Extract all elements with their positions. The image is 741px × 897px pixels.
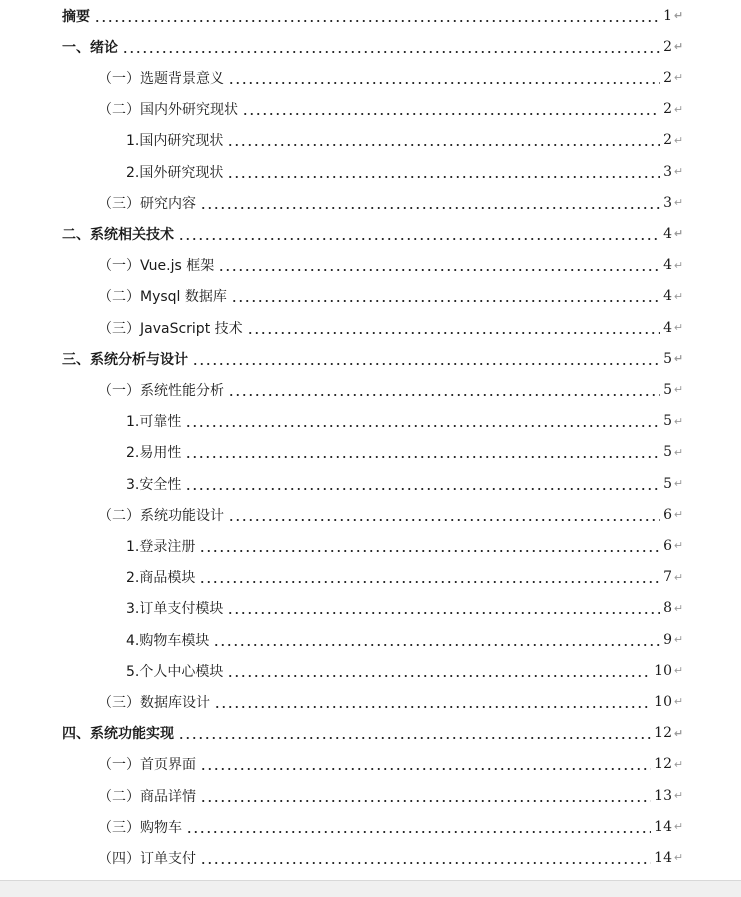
toc-entry[interactable] — [0, 499, 684, 530]
paragraph-mark-icon: ↵ — [673, 165, 684, 178]
dot-leader — [227, 165, 660, 179]
dot-leader — [185, 414, 660, 428]
toc-entry-title: 4.购物车模块 — [126, 632, 210, 649]
toc-entry[interactable] — [0, 31, 684, 62]
toc-entry-title: （一）首页界面 — [98, 757, 196, 774]
toc-entry[interactable] — [0, 218, 684, 249]
toc-entry[interactable] — [0, 749, 684, 780]
paragraph-mark-icon: ↵ — [673, 445, 684, 459]
toc-entry-title: （二）商品详情 — [98, 788, 196, 805]
toc-entry-title: 1.可靠性 — [126, 414, 182, 431]
toc-entry[interactable] — [0, 281, 684, 312]
toc-entry-title: （三）购物车 — [98, 819, 182, 836]
toc-page-number: 12 — [654, 725, 672, 742]
dot-leader — [227, 133, 660, 147]
paragraph-mark-icon: ↵ — [673, 40, 684, 54]
paragraph-mark-icon: ↵ — [673, 71, 684, 85]
status-bar — [0, 880, 741, 897]
paragraph-mark-icon: ↵ — [673, 726, 684, 740]
paragraph-mark-icon: ↵ — [673, 258, 684, 272]
toc-entry[interactable] — [0, 312, 684, 343]
toc-entry[interactable] — [0, 125, 684, 156]
toc-page-number: 4 — [663, 257, 672, 274]
dot-leader — [227, 601, 660, 615]
paragraph-mark-icon: ↵ — [673, 9, 684, 22]
toc-page-number: 7 — [663, 569, 672, 586]
toc-entry-title: 3.订单支付模块 — [126, 601, 224, 618]
toc-entry[interactable] — [0, 437, 684, 468]
toc-entry[interactable] — [0, 780, 684, 811]
paragraph-mark-icon: ↵ — [673, 289, 684, 303]
dot-leader — [213, 633, 660, 647]
toc-entry[interactable] — [0, 842, 684, 873]
toc-page-number: 2 — [663, 132, 672, 149]
toc-entry[interactable] — [0, 187, 684, 218]
dot-leader — [178, 726, 651, 740]
paragraph-mark-icon: ↵ — [673, 539, 684, 553]
toc-entry[interactable] — [0, 686, 684, 717]
paragraph-mark-icon: ↵ — [673, 227, 684, 241]
toc-entry[interactable] — [0, 718, 684, 749]
dot-leader — [247, 321, 660, 335]
toc-entry-title: （三）研究内容 — [98, 195, 196, 212]
paragraph-mark-icon: ↵ — [673, 352, 684, 366]
paragraph-mark-icon: ↵ — [673, 133, 684, 147]
toc-page-number: 2 — [663, 69, 672, 86]
dot-leader — [200, 789, 651, 803]
toc-page-number: 6 — [663, 506, 672, 523]
toc-page-number: 4 — [663, 225, 672, 242]
toc-entry[interactable] — [0, 406, 684, 437]
toc-page-number: 4 — [663, 288, 672, 305]
toc-page-number: 3 — [663, 163, 672, 180]
toc-page-number: 5 — [663, 350, 672, 367]
dot-leader — [218, 258, 660, 272]
toc-entry[interactable] — [0, 811, 684, 842]
toc-entry-title: （一）Vue.js 框架 — [98, 258, 215, 275]
paragraph-mark-icon: ↵ — [673, 820, 684, 834]
dot-leader — [199, 570, 660, 584]
toc-page-number: 2 — [663, 101, 672, 118]
toc-entry-title: （二）国内外研究现状 — [98, 102, 238, 119]
toc-page-number: 9 — [663, 631, 672, 648]
paragraph-mark-icon: ↵ — [673, 508, 684, 522]
paragraph-mark-icon: ↵ — [673, 196, 684, 210]
toc-entry[interactable] — [0, 468, 684, 499]
toc-page-number: 12 — [654, 756, 672, 773]
paragraph-mark-icon: ↵ — [673, 633, 684, 646]
toc-entry[interactable] — [0, 530, 684, 561]
toc-entry-title: （一）选题背景意义 — [98, 70, 224, 87]
toc-entry-title: 2.商品模块 — [126, 570, 196, 587]
dot-leader — [228, 71, 660, 85]
dot-leader — [200, 196, 660, 210]
paragraph-mark-icon: ↵ — [673, 757, 684, 771]
toc-page-number: 10 — [654, 693, 672, 710]
paragraph-mark-icon: ↵ — [673, 383, 684, 397]
toc-entry[interactable] — [0, 250, 684, 281]
toc-entry[interactable] — [0, 655, 684, 686]
dot-leader — [199, 539, 660, 553]
toc-entry-title: 1.国内研究现状 — [126, 133, 224, 150]
paragraph-mark-icon: ↵ — [673, 570, 684, 584]
toc-entry[interactable] — [0, 624, 684, 655]
toc-page-number: 10 — [654, 662, 672, 679]
toc-entry-title: 3.安全性 — [126, 476, 182, 493]
paragraph-mark-icon: ↵ — [673, 477, 684, 490]
dot-leader — [94, 9, 660, 23]
toc-entry-title: 摘要 — [62, 8, 90, 25]
dot-leader — [185, 477, 660, 491]
dot-leader — [200, 757, 651, 771]
toc-page-number: 4 — [663, 319, 672, 336]
paragraph-mark-icon: ↵ — [673, 321, 684, 334]
paragraph-mark-icon: ↵ — [673, 695, 684, 709]
toc-entry[interactable] — [0, 0, 684, 31]
toc-page-number: 14 — [654, 818, 672, 835]
toc-page-number: 3 — [663, 194, 672, 211]
dot-leader — [122, 40, 660, 54]
toc-entry-title: 一、绪论 — [62, 39, 118, 56]
dot-leader — [178, 227, 660, 241]
toc-entry-title: 2.国外研究现状 — [126, 164, 224, 181]
toc-entry[interactable] — [0, 156, 684, 187]
paragraph-mark-icon: ↵ — [673, 851, 684, 865]
toc-entry[interactable] — [0, 562, 684, 593]
toc-entry-title: 2.易用性 — [126, 445, 182, 462]
toc-page-number: 5 — [663, 475, 672, 492]
dot-leader — [228, 383, 660, 397]
paragraph-mark-icon: ↵ — [673, 414, 684, 428]
toc-entry-title: （二）Mysql 数据库 — [98, 289, 227, 306]
dot-leader — [185, 445, 660, 459]
toc-entry-title: （一）系统性能分析 — [98, 382, 224, 399]
toc-entry[interactable] — [0, 94, 684, 125]
toc-page-number: 8 — [663, 600, 672, 617]
toc-entry-title: （三）数据库设计 — [98, 694, 210, 711]
dot-leader — [242, 102, 660, 116]
toc-entry-title: 三、系统分析与设计 — [62, 351, 188, 368]
dot-leader — [186, 820, 651, 834]
paragraph-mark-icon: ↵ — [673, 102, 684, 116]
toc-entry-title: （三）JavaScript 技术 — [98, 320, 243, 337]
toc-page-number: 14 — [654, 849, 672, 866]
toc-page-number: 1 — [663, 7, 672, 24]
toc-entry[interactable] — [0, 374, 684, 405]
toc-entry-title: （四）订单支付 — [98, 850, 196, 867]
toc-page-number: 5 — [663, 381, 672, 398]
paragraph-mark-icon: ↵ — [673, 601, 684, 615]
dot-leader — [192, 352, 660, 366]
toc-entry-title: 1.登录注册 — [126, 538, 196, 555]
toc-entry-title: 二、系统相关技术 — [62, 226, 174, 243]
toc-entry[interactable] — [0, 62, 684, 93]
toc-entry[interactable] — [0, 593, 684, 624]
dot-leader — [214, 695, 651, 709]
toc-entry-title: 四、系统功能实现 — [62, 726, 174, 743]
toc-entry[interactable] — [0, 343, 684, 374]
dot-leader — [227, 664, 651, 678]
dot-leader — [231, 289, 660, 303]
toc-entry-title: 5.个人中心模块 — [126, 663, 224, 680]
toc-page-number: 2 — [663, 38, 672, 55]
toc-entry-title: （二）系统功能设计 — [98, 507, 224, 524]
toc-page-number: 13 — [654, 787, 672, 804]
paragraph-mark-icon: ↵ — [673, 789, 684, 802]
paragraph-mark-icon: ↵ — [673, 664, 684, 678]
dot-leader — [200, 851, 651, 865]
toc-page-number: 6 — [663, 537, 672, 554]
toc-page-number: 5 — [663, 413, 672, 430]
dot-leader — [228, 508, 660, 522]
toc-page-number: 5 — [663, 444, 672, 461]
